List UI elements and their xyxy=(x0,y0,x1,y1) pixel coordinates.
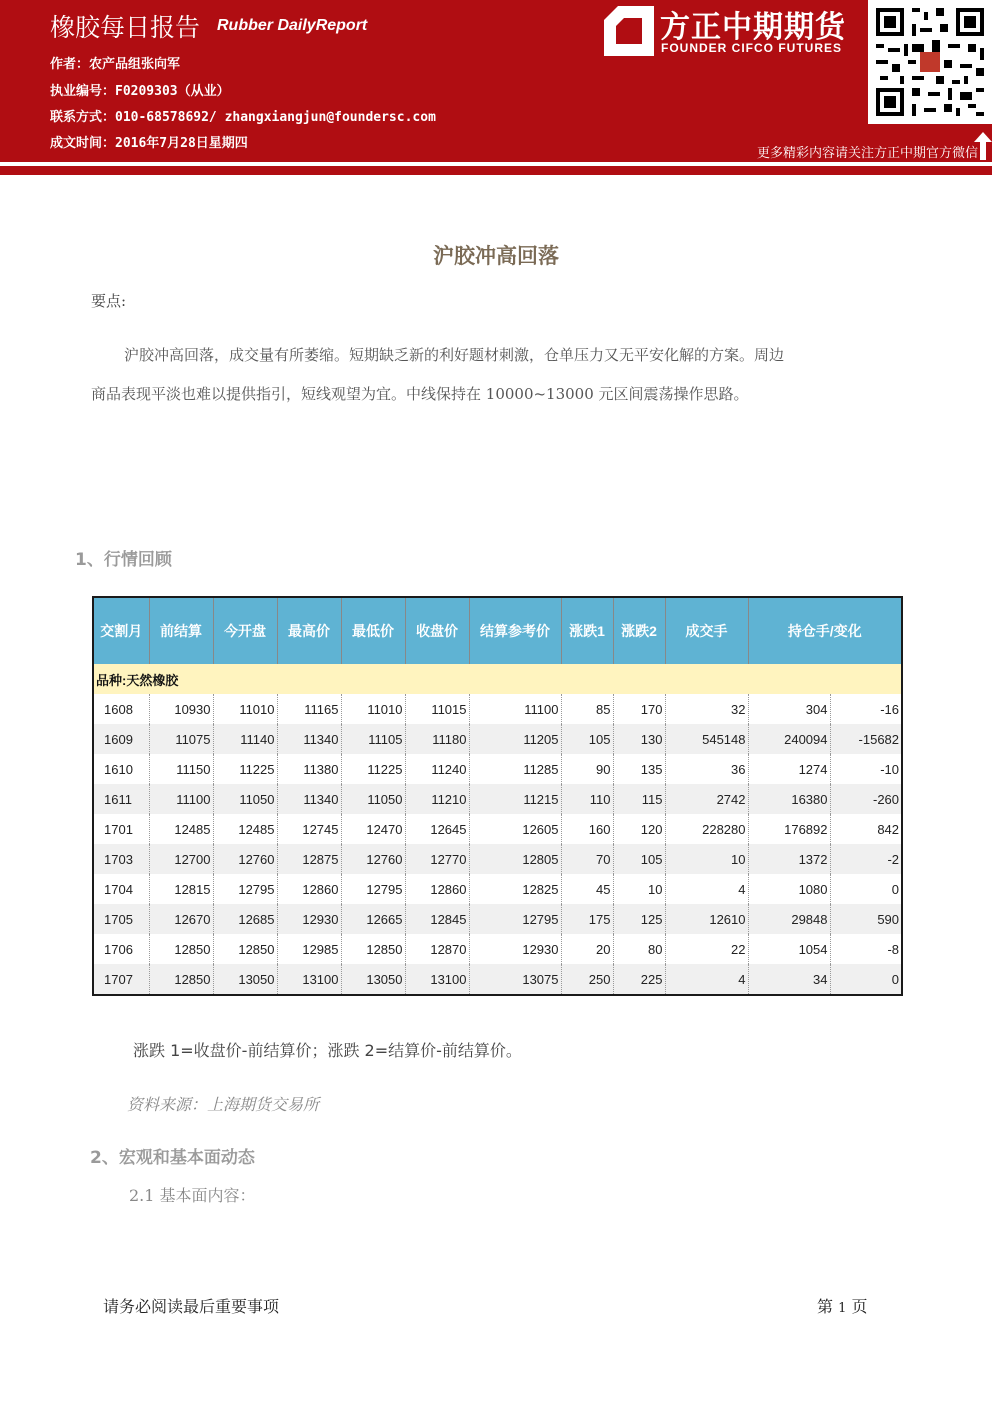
summary-line-1 xyxy=(91,336,906,375)
table-cell: 304 xyxy=(748,694,830,724)
table-cell: 1372 xyxy=(748,844,830,874)
table-cell: 11010 xyxy=(341,694,405,724)
table-row xyxy=(93,694,902,724)
table-cell: 11205 xyxy=(469,724,561,754)
table-cell: 1704 xyxy=(93,874,149,904)
table-cell: 170 xyxy=(613,694,665,724)
table-cell: 12845 xyxy=(405,904,469,934)
table-cell: 11380 xyxy=(277,754,341,784)
report-title: 沪胶冲高回落 xyxy=(433,244,559,268)
table-cell: 16380 xyxy=(748,784,830,814)
table-cell: 110 xyxy=(561,784,613,814)
footer-notice: 请务必阅读最后重要事项 xyxy=(103,1297,280,1316)
table-cell: 12745 xyxy=(277,814,341,844)
column-header: 持仓手/变化 xyxy=(748,597,902,664)
table-cell: 1706 xyxy=(93,934,149,964)
table-row xyxy=(93,904,902,934)
table-row xyxy=(93,784,902,814)
table-cell: 12485 xyxy=(213,814,277,844)
column-header: 结算参考价 xyxy=(469,597,561,664)
subsection-fundamentals: 2.1 基本面内容： xyxy=(129,1186,256,1205)
table-row xyxy=(93,964,902,995)
table-cell: 20 xyxy=(561,934,613,964)
table-row xyxy=(93,844,902,874)
table-cell: 36 xyxy=(665,754,748,784)
header-rule xyxy=(0,166,992,175)
table-cell: 12700 xyxy=(149,844,213,874)
table-cell: 0 xyxy=(830,964,902,995)
table-cell: 13050 xyxy=(213,964,277,995)
table-cell: 12610 xyxy=(665,904,748,934)
column-header: 涨跌2 xyxy=(613,597,665,664)
table-cell: 1610 xyxy=(93,754,149,784)
column-header: 成交手 xyxy=(665,597,748,664)
table-cell: 4 xyxy=(665,874,748,904)
table-cell: 1611 xyxy=(93,784,149,814)
table-cell: 32 xyxy=(665,694,748,724)
table-cell: 225 xyxy=(613,964,665,995)
table-cell: -15682 xyxy=(830,724,902,754)
table-cell: 12850 xyxy=(213,934,277,964)
table-cell: 12685 xyxy=(213,904,277,934)
table-cell: -10 xyxy=(880,761,900,777)
table-cell: 29848 xyxy=(748,904,830,934)
table-cell: 12605 xyxy=(469,814,561,844)
table-cell: 1609 xyxy=(93,724,149,754)
page-number xyxy=(817,1294,868,1317)
table-cell: 12875 xyxy=(277,844,341,874)
table-cell: 12670 xyxy=(149,904,213,934)
qr-code-icon xyxy=(868,0,992,124)
table-row xyxy=(93,724,902,754)
table-cell: 12795 xyxy=(341,874,405,904)
table-cell: 12825 xyxy=(469,874,561,904)
table-cell: -8 xyxy=(887,941,900,957)
table-cell: 250 xyxy=(561,964,613,995)
column-header: 收盘价 xyxy=(405,597,469,664)
column-header: 最低价 xyxy=(341,597,405,664)
table-cell: 1054 xyxy=(748,934,830,964)
table-cell: 11075 xyxy=(149,724,213,754)
table-cell: 11100 xyxy=(149,784,213,814)
table-cell: 545148 xyxy=(665,724,748,754)
table-cell: -16 xyxy=(880,701,900,717)
report-series-title: 橡胶每日报告 xyxy=(50,13,201,42)
table-cell: -260 xyxy=(830,784,902,814)
company-name-cn: 方正中期期货 xyxy=(660,10,846,45)
company-logo-icon xyxy=(604,6,654,56)
table-cell: 11210 xyxy=(405,784,469,814)
table-cell: 12930 xyxy=(277,904,341,934)
quote-table xyxy=(92,596,903,996)
table-cell: 135 xyxy=(613,754,665,784)
section-heading-macro: 2、宏观和基本面动态 xyxy=(90,1148,255,1168)
table-cell: 10 xyxy=(613,874,665,904)
arrow-up-icon xyxy=(974,132,992,160)
table-cell: 125 xyxy=(613,904,665,934)
report-series-title-en: Rubber DailyReport xyxy=(217,17,368,34)
table-cell: 240094 xyxy=(748,724,830,754)
table-cell: 1080 xyxy=(748,874,830,904)
table-cell: 130 xyxy=(613,724,665,754)
table-cell: 12985 xyxy=(277,934,341,964)
table-cell: 11165 xyxy=(277,694,341,724)
table-cell: 45 xyxy=(561,874,613,904)
table-cell: 13050 xyxy=(341,964,405,995)
author-line: 作者：农产品组张向军 xyxy=(50,57,181,72)
table-cell: 1707 xyxy=(93,964,149,995)
table-cell: 176892 xyxy=(748,814,830,844)
table-cell: 12850 xyxy=(341,934,405,964)
table-cell: 120 xyxy=(613,814,665,844)
table-cell: 11285 xyxy=(469,754,561,784)
summary-line-2: 商品表现平淡也难以提供指引，短线观望为宜。中线保持在 10000~13000 元区间震荡操作思路。 xyxy=(91,385,749,403)
table-cell: 10 xyxy=(665,844,748,874)
wechat-follow-note: 更多精彩内容请关注方正中期官方微信 xyxy=(756,146,978,161)
data-source: 资料来源：上海期货交易所 xyxy=(127,1095,320,1114)
table-cell: 11150 xyxy=(149,754,213,784)
table-cell: 13075 xyxy=(469,964,561,995)
table-row xyxy=(93,754,902,784)
table-cell: 85 xyxy=(561,694,613,724)
table-row xyxy=(93,814,902,844)
table-cell: 115 xyxy=(613,784,665,814)
table-cell: 12850 xyxy=(149,964,213,995)
table-cell: 12870 xyxy=(405,934,469,964)
table-cell: 11340 xyxy=(277,784,341,814)
table-cell: 12485 xyxy=(149,814,213,844)
table-cell: 1608 xyxy=(93,694,149,724)
table-cell: 11140 xyxy=(213,724,277,754)
table-cell: -2 xyxy=(830,844,902,874)
category-row xyxy=(93,664,902,694)
table-cell: 12795 xyxy=(213,874,277,904)
table-cell: 13100 xyxy=(405,964,469,995)
column-header: 今开盘 xyxy=(213,597,277,664)
table-cell: 1705 xyxy=(93,904,149,934)
table-cell: 1703 xyxy=(93,844,149,874)
table-note: 涨跌 1=收盘价-前结算价；涨跌 2=结算价-前结算价。 xyxy=(133,1041,522,1060)
table-cell: 2742 xyxy=(665,784,748,814)
table-cell: 34 xyxy=(748,964,830,995)
table-cell: 11050 xyxy=(213,784,277,814)
table-cell: 11215 xyxy=(469,784,561,814)
page-suffix: 页 xyxy=(851,1297,868,1316)
table-cell: 11180 xyxy=(405,724,469,754)
summary-line-1-text: 沪胶冲高回落，成交量有所萎缩。短期缺乏新的利好题材刺激，仓单压力又无平安化解的方案。周边 xyxy=(124,346,785,364)
table-cell: 11240 xyxy=(405,754,469,784)
table-cell: 22 xyxy=(665,934,748,964)
table-cell: 175 xyxy=(561,904,613,934)
table-cell: 12665 xyxy=(341,904,405,934)
table-cell: 12805 xyxy=(469,844,561,874)
table-header-row xyxy=(93,597,902,664)
table-cell: 0 xyxy=(891,881,900,897)
table-cell: 12760 xyxy=(213,844,277,874)
table-cell: 105 xyxy=(613,844,665,874)
table-cell: 1701 xyxy=(93,814,149,844)
table-cell: 842 xyxy=(877,821,900,837)
table-row xyxy=(93,934,902,964)
table-cell: 12860 xyxy=(405,874,469,904)
table-cell: 12770 xyxy=(405,844,469,874)
page-prefix: 第 xyxy=(817,1297,834,1316)
table-cell: 4 xyxy=(665,964,748,995)
table-row xyxy=(93,874,902,904)
table-cell: 11225 xyxy=(341,754,405,784)
table-cell: 13100 xyxy=(277,964,341,995)
section-heading-market-review: 1、行情回顾 xyxy=(75,550,172,570)
table-cell: 80 xyxy=(613,934,665,964)
page-number-value: 1 xyxy=(838,1301,847,1316)
table-cell: 12860 xyxy=(277,874,341,904)
table-cell: 11340 xyxy=(277,724,341,754)
date-line: 成文时间：2016年7月28日星期四 xyxy=(50,136,248,151)
table-cell: 70 xyxy=(561,844,613,874)
table-cell: 12795 xyxy=(469,904,561,934)
table-cell: 12815 xyxy=(149,874,213,904)
table-cell: 105 xyxy=(561,724,613,754)
license-line: 执业编号：F0209303（从业） xyxy=(50,84,230,99)
table-cell: 160 xyxy=(561,814,613,844)
table-cell: 11015 xyxy=(405,694,469,724)
category-label: 品种:天然橡胶 xyxy=(93,664,902,694)
table-cell: 11105 xyxy=(341,724,405,754)
contact-line: 联系方式：010-68578692/ zhangxiangjun@foundersc.com xyxy=(50,110,436,125)
column-header: 涨跌1 xyxy=(561,597,613,664)
table-cell: 12470 xyxy=(341,814,405,844)
table-cell: 228280 xyxy=(665,814,748,844)
table-cell: 1274 xyxy=(748,754,830,784)
table-cell: 10930 xyxy=(149,694,213,724)
table-cell: 90 xyxy=(561,754,613,784)
table-cell: 11225 xyxy=(213,754,277,784)
company-name-en: FOUNDER CIFCO FUTURES xyxy=(661,41,842,55)
column-header: 最高价 xyxy=(277,597,341,664)
table-cell: 12850 xyxy=(149,934,213,964)
table-cell: 12645 xyxy=(405,814,469,844)
table-cell: 11010 xyxy=(213,694,277,724)
table-cell: 11050 xyxy=(341,784,405,814)
column-header: 前结算 xyxy=(149,597,213,664)
table-cell: 12760 xyxy=(341,844,405,874)
table-cell: 11100 xyxy=(469,694,561,724)
table-cell: 590 xyxy=(830,904,902,934)
column-header: 交割月 xyxy=(93,597,149,664)
table-cell: 12930 xyxy=(469,934,561,964)
keypoints-label: 要点: xyxy=(91,292,127,310)
